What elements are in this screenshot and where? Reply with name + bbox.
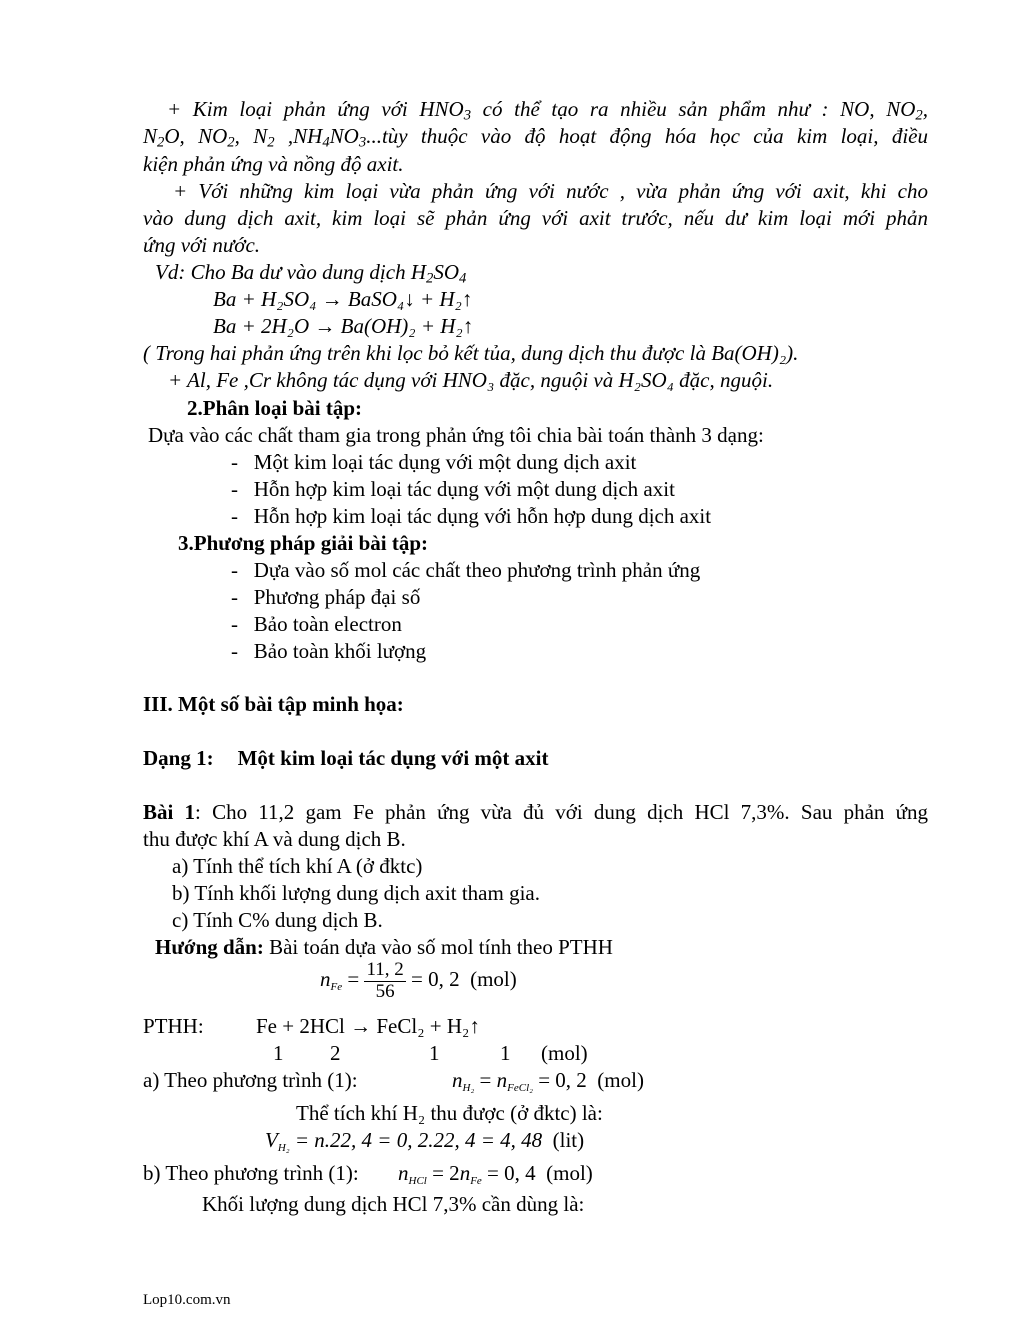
intro-line-2: $N_2O$, $NO_2$, $N_2$ $,NH_4NO_3...tùy$ thuộc vào độ hoạt động hóa học của kim loại, điều <box>143 124 928 151</box>
list-item: - Hỗn hợp kim loại tác dụng với một dung dịch axit <box>231 477 675 501</box>
intro-line-3: kiện phản ứng và nồng độ axit. <box>143 152 404 176</box>
n-fe-formula: nFe = $\frac{11, 2}{56}$ = 0, 2 (mol) <box>320 959 517 1002</box>
list-item: - Phương pháp đại số <box>231 585 421 609</box>
intro-line-6: ứng với nước. <box>143 233 261 257</box>
question-a: a) Tính thể tích khí A (ở đktc) <box>172 854 423 878</box>
list-item: - Bảo toàn electron <box>231 612 402 636</box>
huong-dan: Hướng dẫn: Bài toán dựa vào số mol tính theo PTHH <box>155 935 613 959</box>
note-line: ( Trong hai phản ứng trên khi lọc bỏ kết tủa, dung dịch thu được là Ba(OH)₂). <box>143 341 799 365</box>
intro-line-1: + Kim loại phản ứng với $HNO_3$ có thể tạo ra nhiều sản phẩm như : NO, $NO_2$, <box>167 97 928 124</box>
coefficient: 1 <box>429 1041 440 1065</box>
volume-equation: VH₂ = n.22, 4 = 0, 2.22, 4 = 4, 48 (lit) <box>265 1128 585 1154</box>
coefficient: 2 <box>330 1041 341 1065</box>
list-item: - Hỗn hợp kim loại tác dụng với hỗn hợp dung dịch axit <box>231 504 712 528</box>
reaction-2: Ba + 2H₂O → Ba(OH)₂ + H₂↑ <box>213 314 474 338</box>
intro-line-5: vào dung dịch axit, kim loại sẽ phản ứng với axit trước, nếu dư kim loại mới phản <box>143 206 928 230</box>
coefficient: 1 <box>500 1041 511 1065</box>
section-3-title: 3.Phương pháp giải bài tập: <box>178 531 429 555</box>
intro-line-4: + Với những kim loại vừa phản ứng với nước , vừa phản ứng với axit, khi cho <box>173 179 928 203</box>
example-line: Vd: Cho Ba dư vào dung dịch $H_2SO_4$ <box>155 260 467 287</box>
part-a-equation: nH₂ = nFeCl₂ = 0, 2 (mol) <box>452 1068 644 1094</box>
part-b-equation: nHCl = 2nFe = 0, 4 (mol) <box>398 1161 593 1187</box>
reaction-1: Ba + H₂SO₄ → BaSO₄↓ + H₂↑ <box>213 287 473 311</box>
coefficient: 1 <box>273 1041 284 1065</box>
list-item: - Dựa vào số mol các chất theo phương trình phản ứng <box>231 558 701 582</box>
fraction: $\frac{11, 2}{56}$ <box>366 959 404 1002</box>
part-b-label: b) Theo phương trình (1): <box>143 1161 359 1185</box>
mass-text: Khối lượng dung dịch HCl 7,3% cần dùng là: <box>202 1192 585 1216</box>
section-2-title: 2.Phân loại bài tập: <box>187 396 363 420</box>
pthh-equation: Fe + 2HCl → FeCl₂ + H₂↑ <box>256 1014 480 1038</box>
coefficient-unit: (mol) <box>541 1041 588 1065</box>
volume-text: Thể tích khí H₂ thu được (ở đktc) là: <box>296 1101 603 1125</box>
pthh-label: PTHH: <box>143 1014 204 1038</box>
section-iii-title: III. Một số bài tập minh họa: <box>143 692 404 716</box>
passivation-line: + Al, Fe ,Cr không tác dụng với HNO₃ đặc, nguội và H₂SO₄ đặc, nguội. <box>168 368 774 392</box>
footer-site: Lop10.com.vn <box>143 1292 231 1308</box>
question-b: b) Tính khối lượng dung dịch axit tham gia. <box>172 881 540 905</box>
part-a-label: a) Theo phương trình (1): <box>143 1068 358 1092</box>
section-2-intro: Dựa vào các chất tham gia trong phản ứng tôi chia bài toán thành 3 dạng: <box>148 423 764 447</box>
bai-1-text-2: thu được khí A và dung dịch B. <box>143 827 406 851</box>
dang-1-heading: Dạng 1: Một kim loại tác dụng với một axit <box>143 746 549 770</box>
list-item: - Một kim loại tác dụng với một dung dịch axit <box>231 450 637 474</box>
question-c: c) Tính C% dung dịch B. <box>172 908 383 932</box>
bai-1-text-1: Bài 1: Cho 11,2 gam Fe phản ứng vừa đủ với dung dịch HCl 7,3%. Sau phản ứng <box>143 800 928 824</box>
list-item: - Bảo toàn khối lượng <box>231 639 427 663</box>
